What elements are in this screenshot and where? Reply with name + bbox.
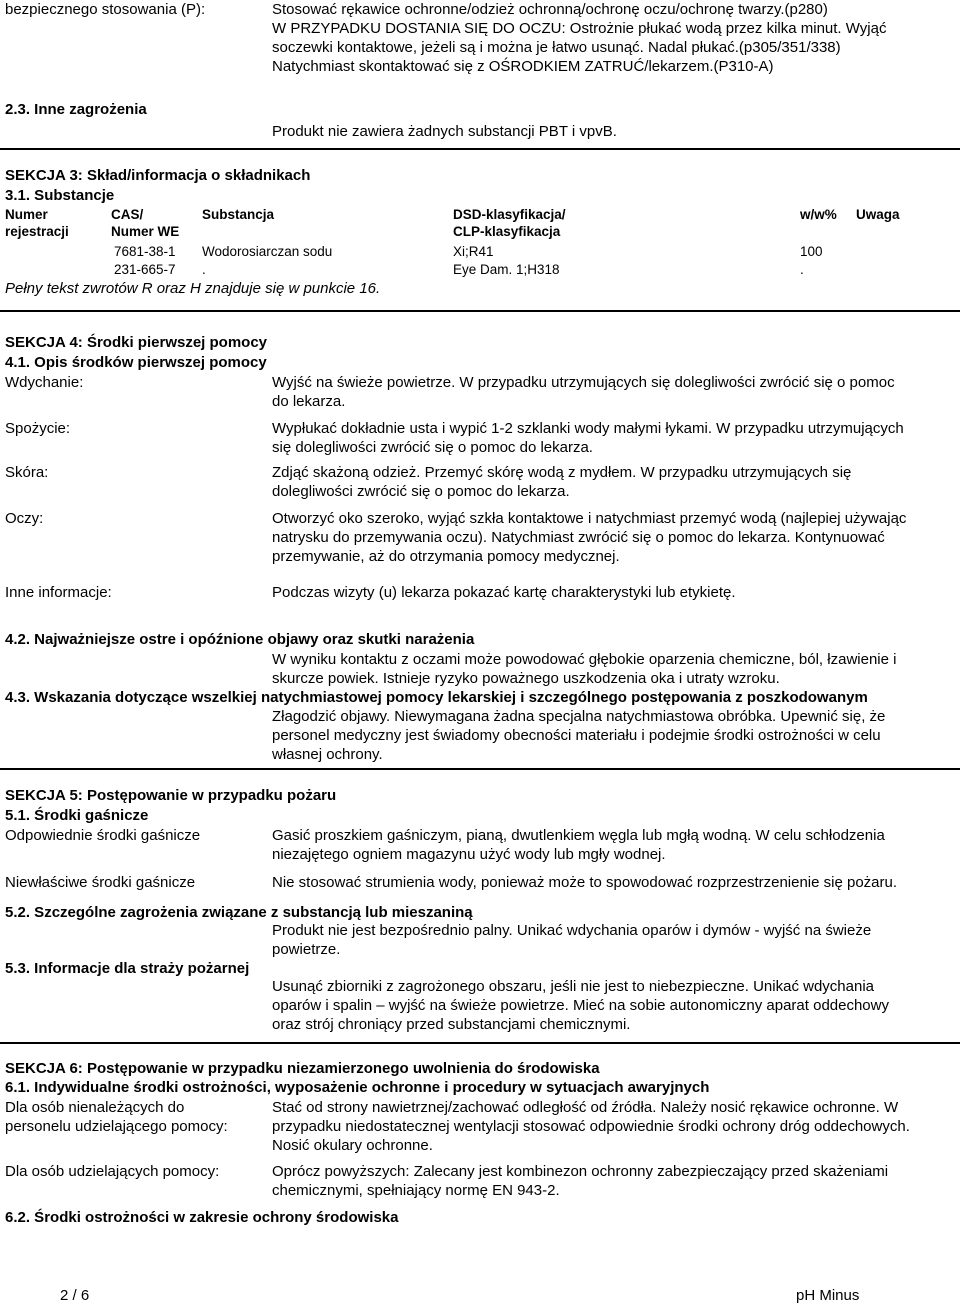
non-emergency-text: Stać od strony nawietrznej/zachować odległość od źródła. Należy nosić rękawice ochronne. W przypadku niedostatecznej wentylacji stosować odpowiednie środki ochrony dróg oddechowych. Nosić okulary ochronne.: [272, 1099, 910, 1154]
suitable-media-label: Odpowiednie środki gaśnicze: [5, 827, 201, 844]
cell-class-2: Eye Dam. 1;H318: [453, 262, 560, 277]
section-6-2-title: 6.2. Środki ostrożności w zakresie ochrony środowiska: [5, 1209, 399, 1226]
first-aid-label-other: Inne informacje:: [5, 584, 112, 601]
col-header-cas: CAS/ Numer WE: [111, 207, 180, 239]
section-divider: [0, 1042, 960, 1044]
p-statements-label: bezpiecznego stosowania (P):: [5, 1, 206, 18]
section-5-3-title: 5.3. Informacje dla straży pożarnej: [5, 960, 250, 977]
first-aid-label-inhalation: Wdychanie:: [5, 374, 84, 391]
section-5-title: SEKCJA 5: Postępowanie w przypadku pożaru: [5, 787, 337, 804]
emergency-responders-text: Oprócz powyższych: Zalecany jest kombinezon ochronny zabezpieczający przed skażeniami chemicznymi, spełniający normę EN 943-2.: [272, 1163, 889, 1199]
emergency-responders-label: Dla osób udzielających pomocy:: [5, 1163, 220, 1180]
page-number: 2 / 6: [60, 1287, 90, 1304]
first-aid-text-ingestion: Wypłukać dokładnie usta i wypić 1-2 szklanki wody małymi łykami. W przypadku utrzymujących się dolegliwości zwrócić się o pomoc do lekarza.: [272, 420, 904, 456]
unsuitable-media-label: Niewłaściwe środki gaśnicze: [5, 874, 196, 891]
section-6-title: SEKCJA 6: Postępowanie w przypadku niezamierzonego uwolnienia do środowiska: [5, 1060, 600, 1077]
section-4-title: SEKCJA 4: Środki pierwszej pomocy: [5, 334, 268, 351]
cell-ww-2: .: [800, 262, 804, 277]
first-aid-text-other: Podczas wizyty (u) lekarza pokazać kartę charakterystyki lub etykietę.: [272, 584, 736, 601]
first-aid-label-eyes: Oczy:: [5, 510, 44, 527]
section-5-2-title: 5.2. Szczególne zagrożenia związane z substancją lub mieszaniną: [5, 904, 473, 921]
non-emergency-label: Dla osób nienależących do personelu udzielającego pomocy:: [5, 1099, 228, 1135]
cell-substance-2: .: [202, 262, 206, 277]
section-6-1-title: 6.1. Indywidualne środki ostrożności, wyposażenie ochronne i procedury w sytuacjach awaryjnych: [5, 1079, 710, 1096]
section-divider: [0, 148, 960, 150]
cell-substance-1: Wodorosiarczan sodu: [202, 244, 333, 259]
section-divider: [0, 768, 960, 770]
col-header-classification: DSD-klasyfikacja/ CLP-klasyfikacja: [453, 207, 566, 239]
cell-cas-1: 7681-38-1: [114, 244, 176, 259]
section-2-3-title: 2.3. Inne zagrożenia: [5, 101, 147, 118]
cell-class-1: Xi;R41: [453, 244, 494, 259]
section-4-1-title: 4.1. Opis środków pierwszej pomocy: [5, 354, 267, 371]
col-header-note: Uwaga: [856, 207, 900, 222]
product-name: pH Minus: [796, 1287, 860, 1304]
col-header-registration: Numer rejestracji: [5, 207, 69, 239]
first-aid-text-eyes: Otworzyć oko szeroko, wyjąć szkła kontaktowe i natychmiast przemyć wodą (najlepiej używając natrysku do przemywania oczu). Natychmiast zwrócić się o pomoc do lekarza. Kontynuować przemywanie, aż do otrzymania pomocy medycznej.: [272, 510, 907, 565]
section-5-3-text: Usunąć zbiorniki z zagrożonego obszaru, jeśli nie jest to niebezpieczne. Unikać wdychania oparów i spalin – wyjść na świeże powietrze. Mieć na sobie autonomiczny aparat oddechowy oraz strój chroniący przed substancjami chemicznymi.: [272, 978, 889, 1033]
col-header-ww: w/w%: [800, 207, 837, 222]
first-aid-label-skin: Skóra:: [5, 464, 49, 481]
section-4-2-title: 4.2. Najważniejsze ostre i opóźnione objawy oraz skutki narażenia: [5, 631, 475, 648]
section-divider: [0, 310, 960, 312]
p-statements-text: [272, 0, 886, 76]
section-5-1-title: 5.1. Środki gaśnicze: [5, 807, 149, 824]
first-aid-text-skin: Zdjąć skażoną odzież. Przemyć skórę wodą z mydłem. W przypadku utrzymujących się dolegliwości zwrócić się o pomoc do lekarza.: [272, 464, 852, 500]
cell-cas-2: 231-665-7: [114, 262, 176, 277]
col-header-substance: Substancja: [202, 207, 275, 222]
suitable-media-text: Gasić proszkiem gaśniczym, pianą, dwutlenkiem węgla lub mgłą wodną. W celu schłodzenia niezajętego ogniem magazynu użyć wody lub mgły wodnej.: [272, 827, 885, 863]
first-aid-label-ingestion: Spożycie:: [5, 420, 71, 437]
p-line: soczewki kontaktowe, jeżeli są i można je łatwo usunąć. Nadal płukać.(p305/351/338): [272, 39, 841, 56]
p-line: Stosować rękawice ochronne/odzież ochronną/ochronę oczu/ochronę twarzy.(p280): [272, 1, 828, 18]
unsuitable-media-text: Nie stosować strumienia wody, ponieważ może to spowodować rozprzestrzenienie się pożaru.: [272, 874, 898, 891]
cell-ww-1: 100: [800, 244, 823, 259]
section-4-2-text: W wyniku kontaktu z oczami może powodować głębokie oparzenia chemiczne, ból, łzawienie i skurcze powiek. Istnieje ryzyko poważnego uszkodzenia oka i utraty wzroku.: [272, 651, 897, 687]
section-4-3-title: 4.3. Wskazania dotyczące wszelkiej natychmiastowej pomocy lekarskiej i szczególnego postępowania z poszkodowanym: [5, 689, 868, 706]
table-footnote: Pełny tekst zwrotów R oraz H znajduje się w punkcie 16.: [5, 280, 381, 297]
p-line: Natychmiast skontaktować się z OŚRODKIEM ZATRUĆ/lekarzem.(P310-A): [272, 58, 774, 75]
section-4-3-text: Złagodzić objawy. Niewymagana żadna specjalna natychmiastowa obróbka. Upewnić się, że personel medyczny jest świadomy obecności materiału i podejmie środki ostrożności w celu własnej ochrony.: [272, 708, 886, 763]
section-3-1-title: 3.1. Substancje: [5, 187, 115, 204]
section-3-title: SEKCJA 3: Skład/informacja o składnikach: [5, 167, 311, 184]
section-2-3-text: Produkt nie zawiera żadnych substancji PBT i vpvB.: [272, 123, 617, 140]
p-line: W PRZYPADKU DOSTANIA SIĘ DO OCZU: Ostrożnie płukać wodą przez kilka minut. Wyjąć: [272, 20, 887, 37]
first-aid-text-inhalation: Wyjść na świeże powietrze. W przypadku utrzymujących się dolegliwości zwrócić się o pomoc do lekarza.: [272, 374, 895, 410]
section-5-2-text: Produkt nie jest bezpośrednio palny. Unikać wdychania oparów i dymów - wyjść na świeże powietrze.: [272, 922, 872, 958]
